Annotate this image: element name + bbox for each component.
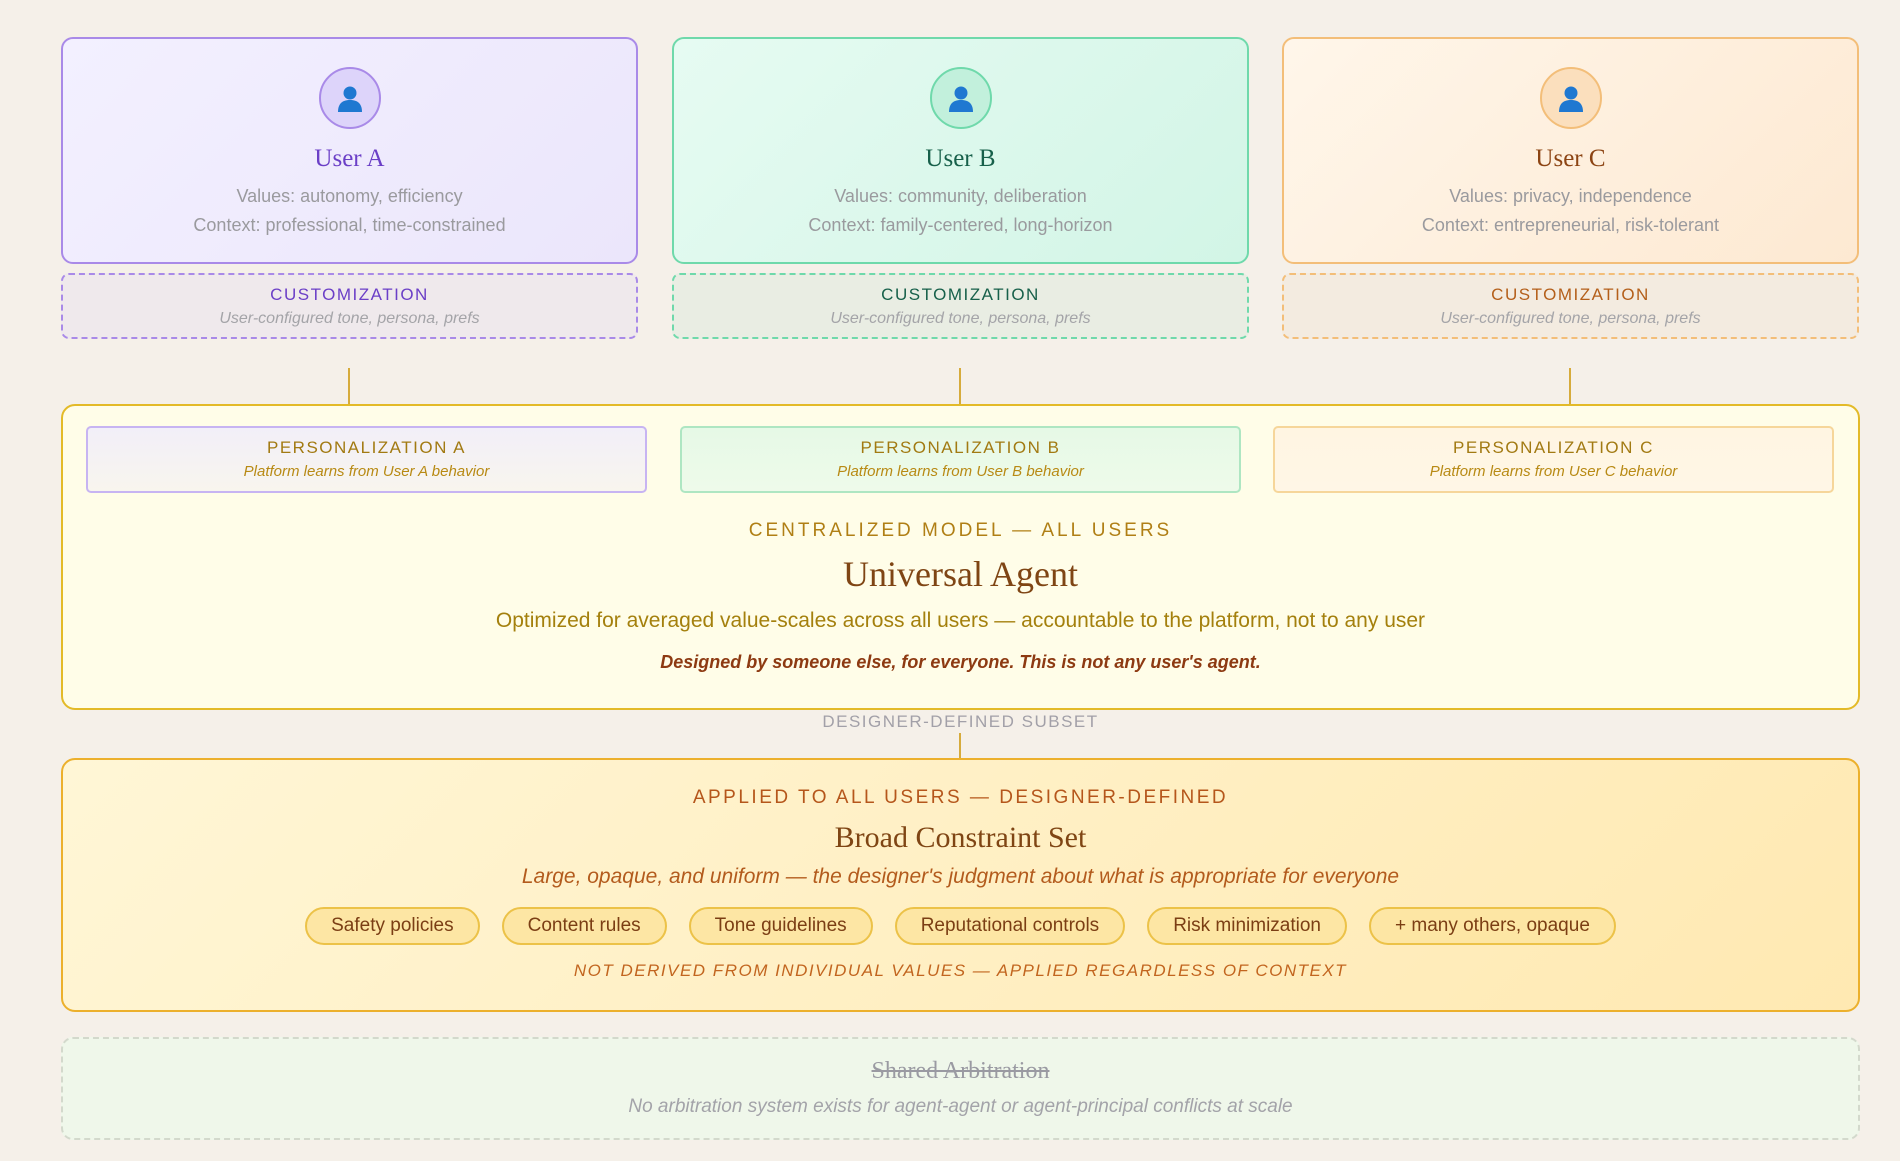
personalization-box-b xyxy=(680,426,1241,493)
constraint-pill-row xyxy=(61,907,1860,945)
arbitration-subtitle: No arbitration system exists for agent-agent or agent-principal conflicts at scale xyxy=(628,1096,1293,1117)
constraint-pill: Content rules xyxy=(502,907,667,945)
connector-line xyxy=(959,733,961,758)
customization-subtitle: User-configured tone, persona, prefs xyxy=(219,310,480,327)
constraint-pill: Risk minimization xyxy=(1147,907,1347,945)
user-context: Context: family-centered, long-horizon xyxy=(808,215,1113,235)
customization-box-c xyxy=(1282,273,1859,339)
constraint-pill: Tone guidelines xyxy=(689,907,873,945)
customization-title: CUSTOMIZATION xyxy=(270,285,429,304)
agent-note: Designed by someone else, for everyone. This is not any user's agent. xyxy=(660,652,1261,672)
user-card-a xyxy=(61,37,638,264)
customization-box-b xyxy=(672,273,1249,339)
customization-box-a xyxy=(61,273,638,339)
constraint-pill: + many others, opaque xyxy=(1369,907,1616,945)
constraint-note: NOT DERIVED FROM INDIVIDUAL VALUES — APPLIED REGARDLESS OF CONTEXT xyxy=(573,961,1348,980)
arbitration-title: Shared Arbitration xyxy=(871,1058,1050,1084)
user-name: User C xyxy=(1535,145,1606,172)
user-values: Values: privacy, independence xyxy=(1449,186,1692,206)
user-values: Values: autonomy, efficiency xyxy=(236,186,463,206)
personalization-box-a xyxy=(86,426,647,493)
user-values: Values: community, deliberation xyxy=(834,186,1087,206)
user-name: User B xyxy=(925,145,996,172)
constraint-kicker: APPLIED TO ALL USERS — DESIGNER-DEFINED xyxy=(692,787,1229,808)
agent-kicker: CENTRALIZED MODEL — ALL USERS xyxy=(748,520,1173,541)
personalization-title: PERSONALIZATION C xyxy=(1453,438,1654,457)
customization-subtitle: User-configured tone, persona, prefs xyxy=(1440,310,1701,327)
constraint-description: Large, opaque, and uniform — the designer's judgment about what is appropriate for everyone xyxy=(521,865,1400,888)
user-context: Context: entrepreneurial, risk-tolerant xyxy=(1421,215,1720,235)
connector-line xyxy=(959,368,961,404)
person-icon xyxy=(334,82,366,114)
customization-title: CUSTOMIZATION xyxy=(881,285,1040,304)
agent-title: Universal Agent xyxy=(843,554,1078,594)
customization-title: CUSTOMIZATION xyxy=(1491,285,1650,304)
agent-description: Optimized for averaged value-scales across all users — accountable to the platform, not to any user xyxy=(495,609,1426,632)
user-avatar xyxy=(930,67,992,129)
user-avatar xyxy=(1540,67,1602,129)
customization-subtitle: User-configured tone, persona, prefs xyxy=(830,310,1091,327)
connector-line xyxy=(348,368,350,404)
user-name: User A xyxy=(314,145,385,172)
person-icon xyxy=(945,82,977,114)
personalization-subtitle: Platform learns from User B behavior xyxy=(837,463,1084,480)
constraint-title: Broad Constraint Set xyxy=(834,821,1087,854)
connector-line xyxy=(1569,368,1571,404)
personalization-subtitle: Platform learns from User C behavior xyxy=(1429,463,1678,480)
user-avatar xyxy=(319,67,381,129)
personalization-title: PERSONALIZATION B xyxy=(860,438,1061,457)
user-card-c xyxy=(1282,37,1859,264)
subset-label: DESIGNER-DEFINED SUBSET xyxy=(822,712,1099,731)
user-card-b xyxy=(672,37,1249,264)
constraint-pill: Safety policies xyxy=(305,907,480,945)
user-context: Context: professional, time-constrained xyxy=(193,215,506,235)
personalization-title: PERSONALIZATION A xyxy=(266,438,466,457)
person-icon xyxy=(1555,82,1587,114)
shared-arbitration-panel xyxy=(61,1037,1860,1140)
personalization-subtitle: Platform learns from User A behavior xyxy=(243,463,490,480)
personalization-box-c xyxy=(1273,426,1834,493)
constraint-pill: Reputational controls xyxy=(895,907,1126,945)
